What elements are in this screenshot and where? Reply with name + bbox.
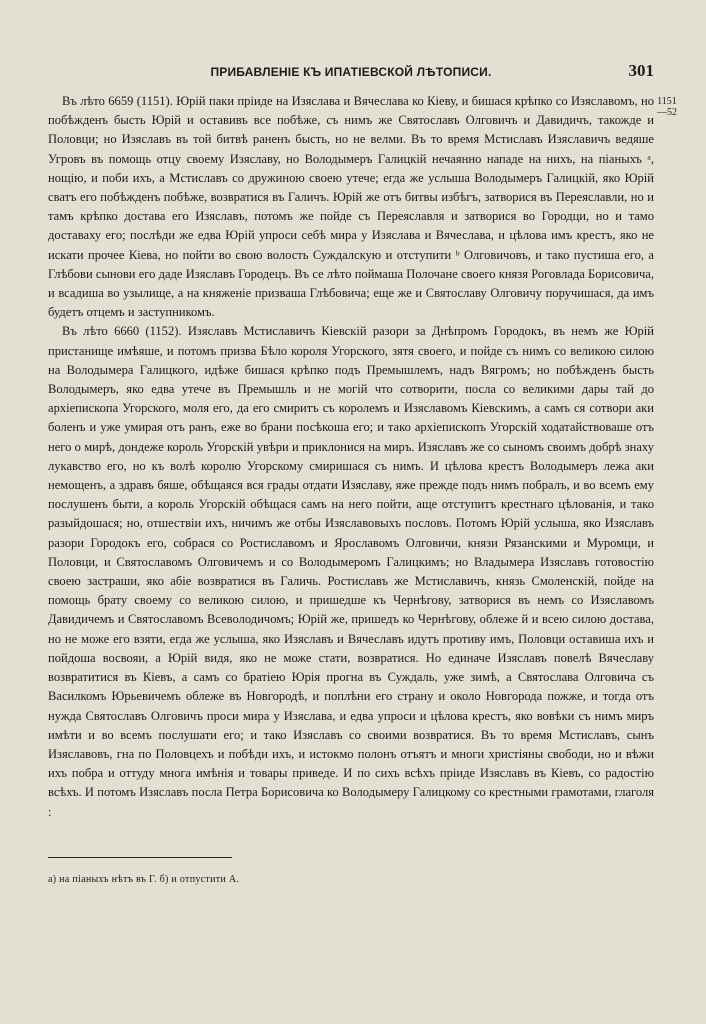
margin-year-note [650, 96, 684, 118]
paragraph-year-6659: Въ лѣто 6659 (1151). Юрій паки пріиде на Изяслава и Вячеслава ко Кіеву, и бишася крѣпко со Изяславомъ, но побѣжденъ бысть Юрій и оставивъ все побѣже, съ нимъ же Святославъ Олговичъ и Давидичъ, такожде и Половци; но Изяславъ въ той битвѣ раненъ бысть, но не велми. Въ то время Мстиславъ Изяславичъ ведяше Угровъ въ помощь отцу своему Изяславу, но Володымеръ Галицкій нечаянно нападе на нихъ, на піаныхъ ᵃ, нощію, и поби ихъ, а Мстиславъ со дружиною своею утече; егда же услыша Володымеръ Галицкій, яко Юрій сватъ его побѣжденъ побѣже, возвратися въ Галичъ. Юрій же отъ битвы избѣгъ, затворися въ Переяславли, но и тамъ крѣпко достава его Изяславъ, потомъ же пойде съ Переяславля и затворися во Городци, но и тамо доставаху его; послѣди же едва Юрій упроси себѣ мира у Изяслава и Вячеслава, и цѣлова имъ крестъ, яко не искати прочее Кіева, но пойти во свою волость Суждалскую и отступити ᵇ Олговичовъ, и тако пустиша его, а Глѣбови сынови его даде Изяславъ Городецъ. Въ се лѣто поймаша Полочане своего князя Роговлада Борисовича, и всадиша во узылище, а на княженіе призваша Глѣбовича; еще же и Святославу Олговичу поручишася, да имъ будетъ отцемъ и заступникомъ. [48, 94, 654, 320]
chronicle-text [48, 92, 654, 822]
page-number: 301 [628, 61, 654, 80]
page-header [48, 60, 654, 82]
footnote-divider [48, 857, 232, 858]
margin-year-bottom: —52 [657, 107, 677, 118]
running-title: ПРИБАВЛЕНІЕ КЪ ИПАТІЕВСКОЙ ЛѢТОПИСИ. [210, 65, 492, 79]
paragraph-year-6660: Въ лѣто 6660 (1152). Изяславъ Мстиславичъ Кіевскій разори за Днѣпромъ Городокъ, въ немъ же Юрій пристанище имѣяше, и потомъ призва Бѣло короля Угорского, зятя своего, и пойде съ нимъ со великою силою на Володымера Галицкого, идѣже бишася крѣпко подъ Премышлемъ, надъ Вягромъ; но побѣжденъ бысть Володымеръ, яко едва утече въ Премышль и не могій что сотворити, посла со великими дары тай до архіепископа Угорского, моля его, да его смиритъ съ королемъ и Изяславомъ Кіевскимъ, а самъ ся сотвори аки боленъ и уже умирая отъ ранъ, еже во брани посѣкоша его; и тако архіепископъ Угорскій ходатайствоваше отъ него о мирѣ, дондеже король Угорскій увѣри и приклонися на миръ. Изяславъ же со сыномъ своимъ добрѣ знаху лукавство его, но къ волѣ королю Угорскому смиришася съ нимъ. И цѣлова крестъ Володымеръ лежа аки немощенъ, а здравъ бяше, обѣщаяся вся грады отдати Изяславу, яже прежде подъ нимъ побралъ, и во всемъ ему послушенъ быти, а король Угорскій обѣщася самъ на него пойти, аще отступитъ крестнаго цѣлованія, и тако разыйдошася; но, отшествіи ихъ, ничимъ же отбы Изяславовыхъ пословъ. Потомъ Юрій услыша, яко Изяславъ разори Городокъ его, собрася со Ростиславомъ и Ярославомъ Олговичи, князи Рязанскими и Муромци, и Половци, и Святославомъ Олговичемъ и со Володымеромъ Галицкимъ; но Владымера Изяславъ готовостію своею застраши, яко абіе возвратися въ Галичь. Ростиславъ же Мстиславичъ, князь Смоленскій, пойде на помощь брату своему со великою силою, и пришедше къ Чернѣгову, затворися въ немъ со Изяславомъ Давидичемъ и Святославомъ Всеволодичомъ; Юрій же, пришедъ ко Чернѣгову, облеже й и всею силою достава, но не може его взяти, егда же услыша, яко Изяславъ и Вячеславъ идутъ противу имъ, Половци оставиша ихъ и пойдоша восвояи, а Юрій видя, яко не може стати, возвратися. Но единаче Изяславъ повелѣ Вячеславу возвратитися въ Кіевъ, а самъ со братіею Юрія прогна въ Суждаль, уже зимѣ, а Святослава Олговича съ Василкомъ Юрьевичемъ облеже въ Новгородѣ, и поплѣни его страну и около Новгорода пожже, и тогда отъ нужда Святославъ Олговичъ проси мира у Изяслава, и едва упроси и цѣлова крестъ, яко вовѣки съ нимъ миръ имѣти и во всемъ послушати его; и тако Изяславъ со своими возвратися. Въ то время Мстиславъ, сынъ Изяславовъ, гна по Половцехъ и побѣди ихъ, и истокмо полонъ отъятъ и многи христіяны свободи, но и вѣжи ихъ побра и оттуду многа имѣнія и товары приведе. И по сихъ всѣхъ пріиде Изяславъ въ Кіевъ, со радостію всѣхъ. И потомъ Изяславъ посла Петра Борисовича ко Володымеру Галицкому со крестными грамотами, глаголя : [48, 324, 654, 819]
margin-year-top: 1151 [657, 96, 677, 107]
footnote: а) на піаныхъ нѣтъ въ Г. б) и отпустити А. [48, 874, 240, 885]
